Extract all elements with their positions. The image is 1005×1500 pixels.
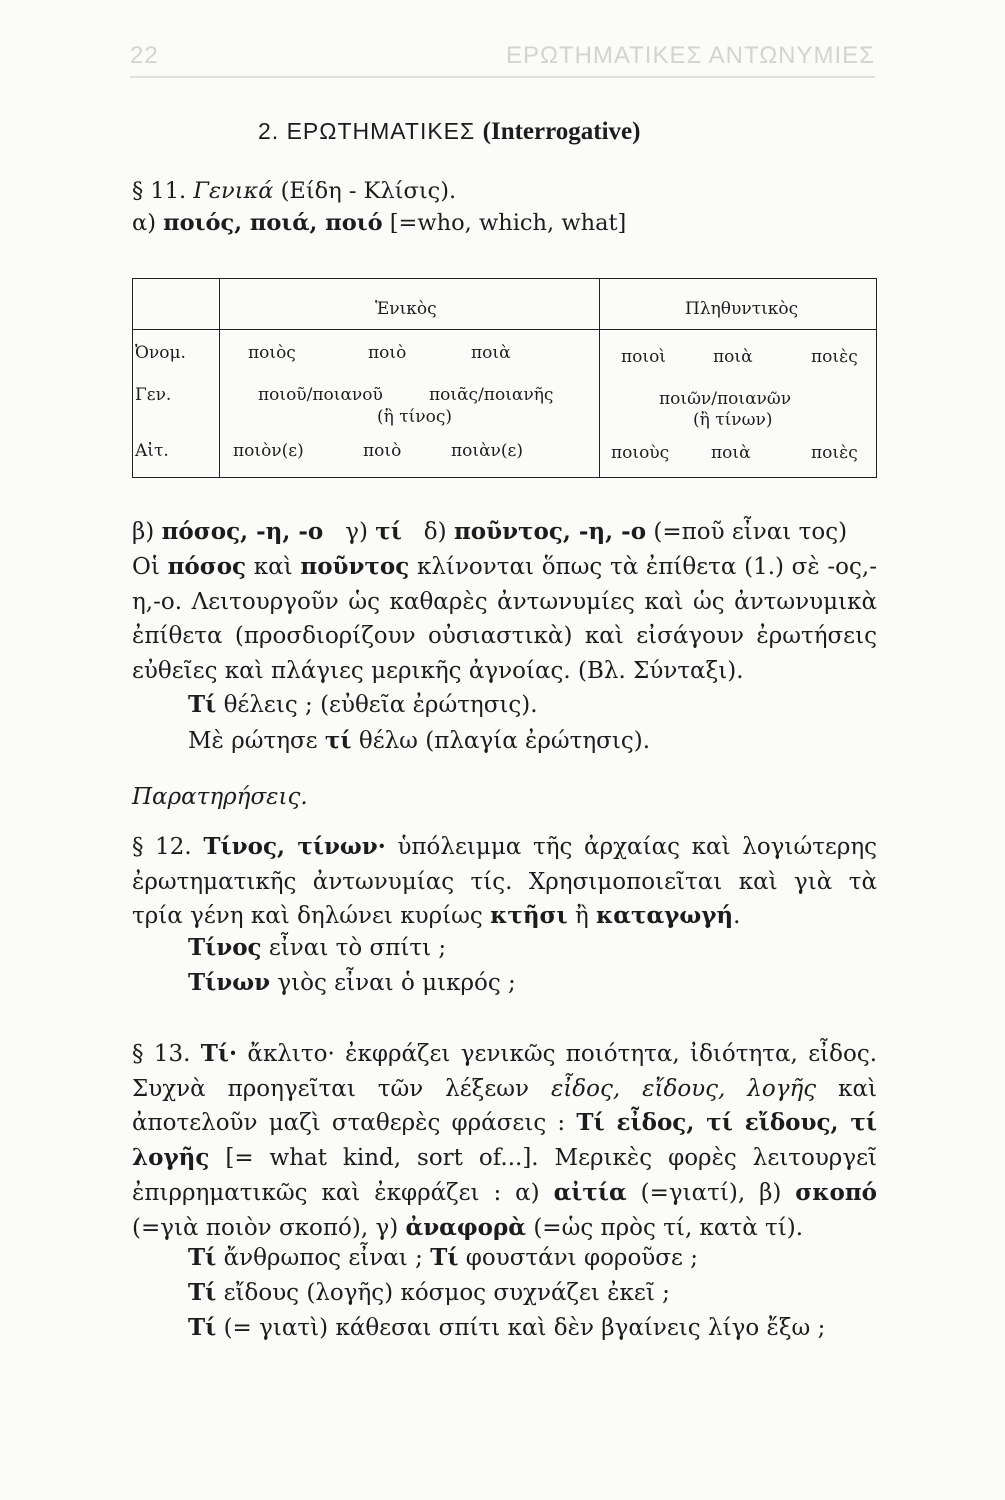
text: φουστάνι φοροῦσε ; — [465, 1245, 698, 1271]
g-label: γ) — [345, 519, 368, 545]
ghost-running-head: ΕΡΩΤΗΜΑΤΙΚΕΣ ΑΝΤΩΝΥΜΙΕΣ — [505, 42, 875, 69]
b-forms: πόσος, -η, -ο — [161, 518, 324, 545]
case-nominative: Ὀνομ. — [135, 343, 186, 363]
cell: ποιοὺς — [611, 443, 670, 463]
cell: ποιὲς — [811, 443, 858, 463]
d-forms: ποῦντος, -η, -ο — [453, 518, 647, 545]
s12-example-2 — [188, 971, 516, 995]
s11-paragraph — [132, 550, 877, 689]
s11-a-forms: ποιός, ποιά, ποιό — [163, 210, 383, 236]
text: (=γιὰ ποιὸν σκοπό), γ) — [132, 1214, 399, 1241]
term: Τίνων — [188, 969, 271, 996]
term: εἴδους, — [642, 1075, 726, 1102]
heading-greek: 2. ΕΡΩΤΗΜΑΤΙΚΕΣ — [258, 118, 476, 144]
text: εἶναι τὸ σπίτι ; — [268, 935, 447, 961]
s13-example-2 — [188, 1281, 670, 1305]
text: (=ὡς πρὸς τί, κατὰ τί). — [533, 1214, 804, 1241]
cell: ποιῶν/ποιανῶν — [659, 389, 792, 409]
b-label: β) — [132, 519, 155, 545]
text: ἄκλιτο· ἐκφράζει γενικῶς ποιότητα, ἰδιότητα, εἶδος. Συχνὰ προηγεῖται τῶν λέξεων — [132, 1041, 878, 1102]
s13-section-number: § 13. — [132, 1041, 191, 1067]
cell: ποιὰ — [711, 443, 751, 463]
d-note: (=ποῦ εἶναι τος) — [653, 519, 848, 545]
s13-paragraph — [132, 1037, 877, 1245]
term: τί — [324, 727, 352, 754]
cell: ποιὰν(ε) — [451, 441, 523, 461]
text: ἄνθρωπος εἶναι ; — [223, 1245, 423, 1271]
text: (=γιατί), β) — [640, 1179, 782, 1206]
term: Τί — [188, 691, 217, 718]
cell: ποιοὶ — [621, 347, 666, 367]
s11-bgd-line — [132, 520, 847, 544]
g-forms: τί — [375, 518, 402, 545]
s13-example-3 — [188, 1316, 825, 1340]
text: καὶ — [253, 554, 293, 580]
s11-a-label: α) — [132, 210, 156, 236]
s11-example-2 — [188, 729, 650, 753]
term: Τίνος — [188, 934, 262, 961]
s13-example-1 — [188, 1246, 698, 1270]
cell: ποιὸ — [368, 343, 407, 363]
term: Τί — [188, 1314, 217, 1341]
term: Τί — [188, 1244, 217, 1271]
text: γιὸς εἶναι ὁ μικρός ; — [277, 970, 516, 996]
term: ἀναφορὰ — [405, 1213, 527, 1241]
term: Τί· — [200, 1040, 238, 1067]
header-singular: Ἑνικὸς — [375, 299, 437, 319]
text: εἴδους (λογῆς) κόσμος συχνάζει ἐκεῖ ; — [223, 1280, 670, 1306]
term: σκοπό — [795, 1178, 878, 1206]
term: πόσος — [167, 553, 247, 580]
s11-a-gloss: [=who, which, what] — [389, 210, 627, 236]
s11-subtitle: (Είδη - Κλίσις). — [280, 178, 457, 204]
header-plural: Πληθυντικὸς — [685, 299, 799, 319]
term: εἶδος, — [550, 1075, 621, 1102]
cell: ποιὲς — [811, 347, 858, 367]
text: καὶ ἀποτελοῦν μαζὶ σταθερὲς φράσεις : — [132, 1075, 878, 1137]
cell: (ἢ τίνων) — [693, 410, 773, 430]
cell: ποιᾶς/ποιανῆς — [429, 385, 554, 405]
text: κλίνονται ὅπως τὰ ἐπίθετα (1.) σὲ -ος,-η,-ο. Λειτουργοῦν ὡς καθαρὲς ἀντωνυμίες καὶ ὡς ἀντωνυμικὰ ἐπίθετα (προσδιορίζουν οὐσιαστικὰ) καὶ εἰσάγουν ἐρωτήσεις εὐθεῖες καὶ πλάγιες μερικῆς ἀγνοίας. (Βλ. Σύνταξι). — [132, 554, 877, 685]
ghost-rule — [130, 76, 875, 78]
text: ὑπόλειμμα τῆς ἀρχαίας καὶ λογιώτερης ἐρωτηματικῆς ἀντωνυμίας τίς. Χρησιμοποιεῖται καὶ γιὰ τὰ τρία γένη καὶ δηλώνει κυρίως — [132, 834, 878, 930]
term: καταγωγή — [596, 902, 734, 930]
text: θέλω (πλαγία ἐρώτησις). — [358, 728, 651, 754]
term: λογῆς — [747, 1075, 817, 1102]
cell: ποιὰ — [471, 343, 511, 363]
cell: (ἢ τίνος) — [377, 407, 453, 427]
term: Τίνος, τίνων· — [203, 833, 386, 860]
text: Οἱ — [132, 554, 160, 580]
s11-section-number: § 11. — [132, 178, 187, 204]
cell: ποιὸ — [363, 441, 402, 461]
term: αἰτία — [553, 1178, 627, 1206]
case-accusative: Αἰτ. — [135, 441, 169, 461]
cell: ποιοῦ/ποιανοῦ — [258, 385, 383, 405]
text: [= what kind, sort of...]. Μερικὲς φορὲς λειτουργεῖ ἐπιρρηματικῶς καὶ ἐκφράζει : α) — [132, 1145, 878, 1206]
notes-heading: Παρατηρήσεις. — [132, 784, 308, 810]
term: κτῆσι — [490, 902, 568, 930]
text: κάθεσαι σπίτι καὶ δὲν βγαίνεις λίγο ἔξω ; — [335, 1315, 826, 1341]
term: Τί εἶδος, τί εἴδους, τί λογῆς — [132, 1109, 877, 1172]
declension-table — [132, 278, 877, 478]
s11-title: Γενικά — [193, 178, 274, 204]
text: θέλεις ; (εὐθεῖα ἐρώτησις). — [223, 692, 538, 718]
cell: ποιὸς — [248, 343, 296, 363]
s11-example-1 — [188, 693, 538, 717]
s11-a-line — [132, 212, 626, 235]
ghost-page-number: 22 — [130, 42, 159, 69]
s12-paragraph: § 12. Τίνος, τίνων· ὑπόλειμμα τῆς ἀρχαίας καὶ λογιώτερης ἐρωτηματικῆς ἀντωνυμίας τίς. Χρησιμοποιεῖται καὶ γιὰ τὰ τρία γένη καὶ δηλώνει κυρίως κτῆσι ἢ καταγωγή. — [132, 833, 878, 930]
s12-section-number: § 12. — [132, 834, 192, 860]
term: ποῦντος — [300, 553, 410, 580]
heading-english: (Interrogative) — [482, 118, 641, 145]
cell: ποιὸν(ε) — [233, 441, 304, 461]
term: Τί — [188, 1279, 217, 1306]
s11-title-line — [132, 180, 456, 203]
s12-example-1 — [188, 936, 446, 960]
text: (= γιατὶ) — [223, 1315, 329, 1341]
text: Μὲ ρώτησε — [188, 728, 318, 754]
text: ἢ — [574, 903, 589, 930]
d-label: δ) — [423, 519, 447, 545]
term: Τί — [430, 1244, 459, 1271]
case-genitive: Γεν. — [135, 385, 172, 405]
cell: ποιὰ — [713, 347, 753, 367]
section-heading — [258, 118, 640, 146]
